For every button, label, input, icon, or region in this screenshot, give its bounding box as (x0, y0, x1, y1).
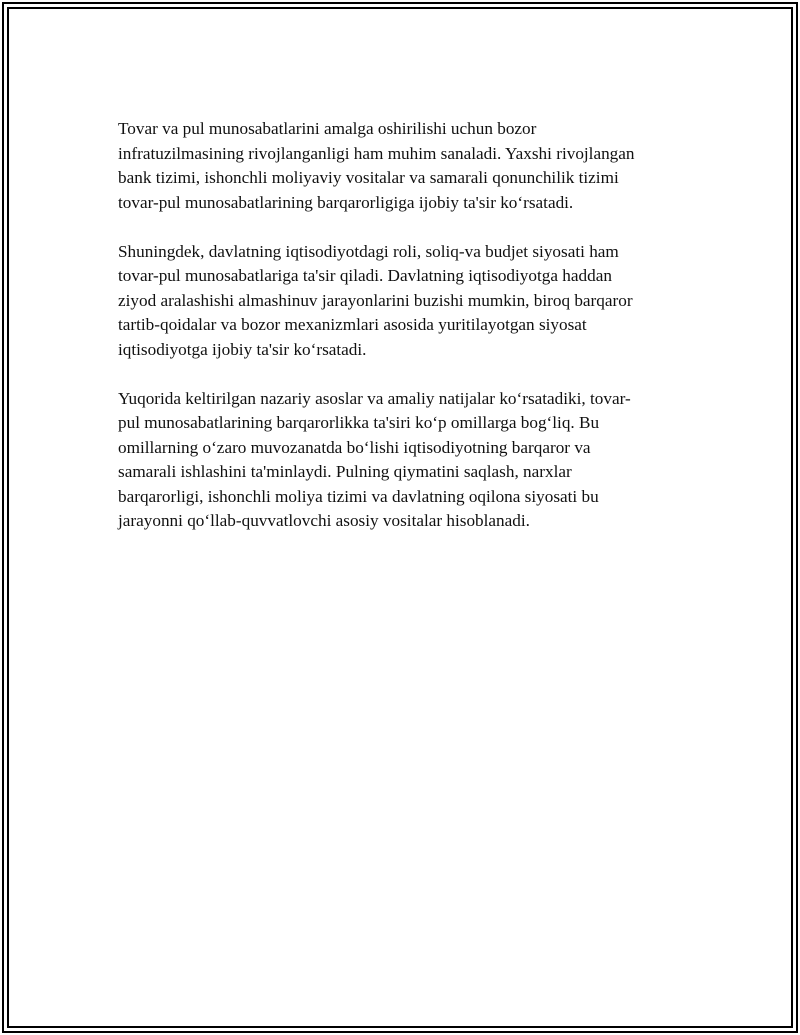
paragraph-2 (118, 240, 678, 363)
text-line: infratuzilmasining rivojlanganligi ham muhim sanaladi. Yaxshi rivojlangan (118, 143, 635, 163)
text-line: bank tizimi, ishonchli moliyaviy vositalar va samarali qonunchilik tizimi (118, 168, 619, 187)
text-line: Tovar va pul munosabatlarini amalga oshirilishi uchun bozor (118, 119, 537, 138)
text-line: tovar-pul munosabatlariga ta'sir qiladi. Davlatning iqtisodiyotga haddan (118, 266, 612, 285)
text-line: Yuqorida keltirilgan nazariy asoslar va amaliy natijalar ko‘rsatadiki, tovar- (118, 388, 631, 408)
text-line: jarayonni qo‘llab-quvvatlovchi asosiy vositalar hisoblanadi. (118, 511, 530, 530)
paragraph-1 (118, 117, 678, 215)
text-line: ziyod aralashishi almashinuv jarayonlarini buzishi mumkin, biroq barqaror (118, 290, 633, 310)
document-body (118, 117, 678, 558)
text-line: tartib-qoidalar va bozor mexanizmlari asosida yuritilayotgan siyosat (118, 315, 587, 334)
paragraph-3 (118, 387, 678, 534)
text-line: barqarorligi, ishonchli moliya tizimi va davlatning oqilona siyosati bu (118, 486, 599, 506)
text-line: iqtisodiyotga ijobiy ta'sir ko‘rsatadi. (118, 339, 367, 359)
text-line: omillarning o‘zaro muvozanatda bo‘lishi iqtisodiyotning barqaror va (118, 437, 591, 457)
text-line: samarali ishlashini ta'minlaydi. Pulning qiymatini saqlash, narxlar (118, 462, 572, 481)
text-line: pul munosabatlarining barqarorlikka ta'siri ko‘p omillarga bog‘liq. Bu (118, 413, 600, 432)
text-line: Shuningdek, davlatning iqtisodiyotdagi roli, soliq-va budjet siyosati ham (118, 241, 619, 261)
text-line: tovar-pul munosabatlarining barqarorligiga ijobiy ta'sir ko‘rsatadi. (118, 192, 574, 212)
